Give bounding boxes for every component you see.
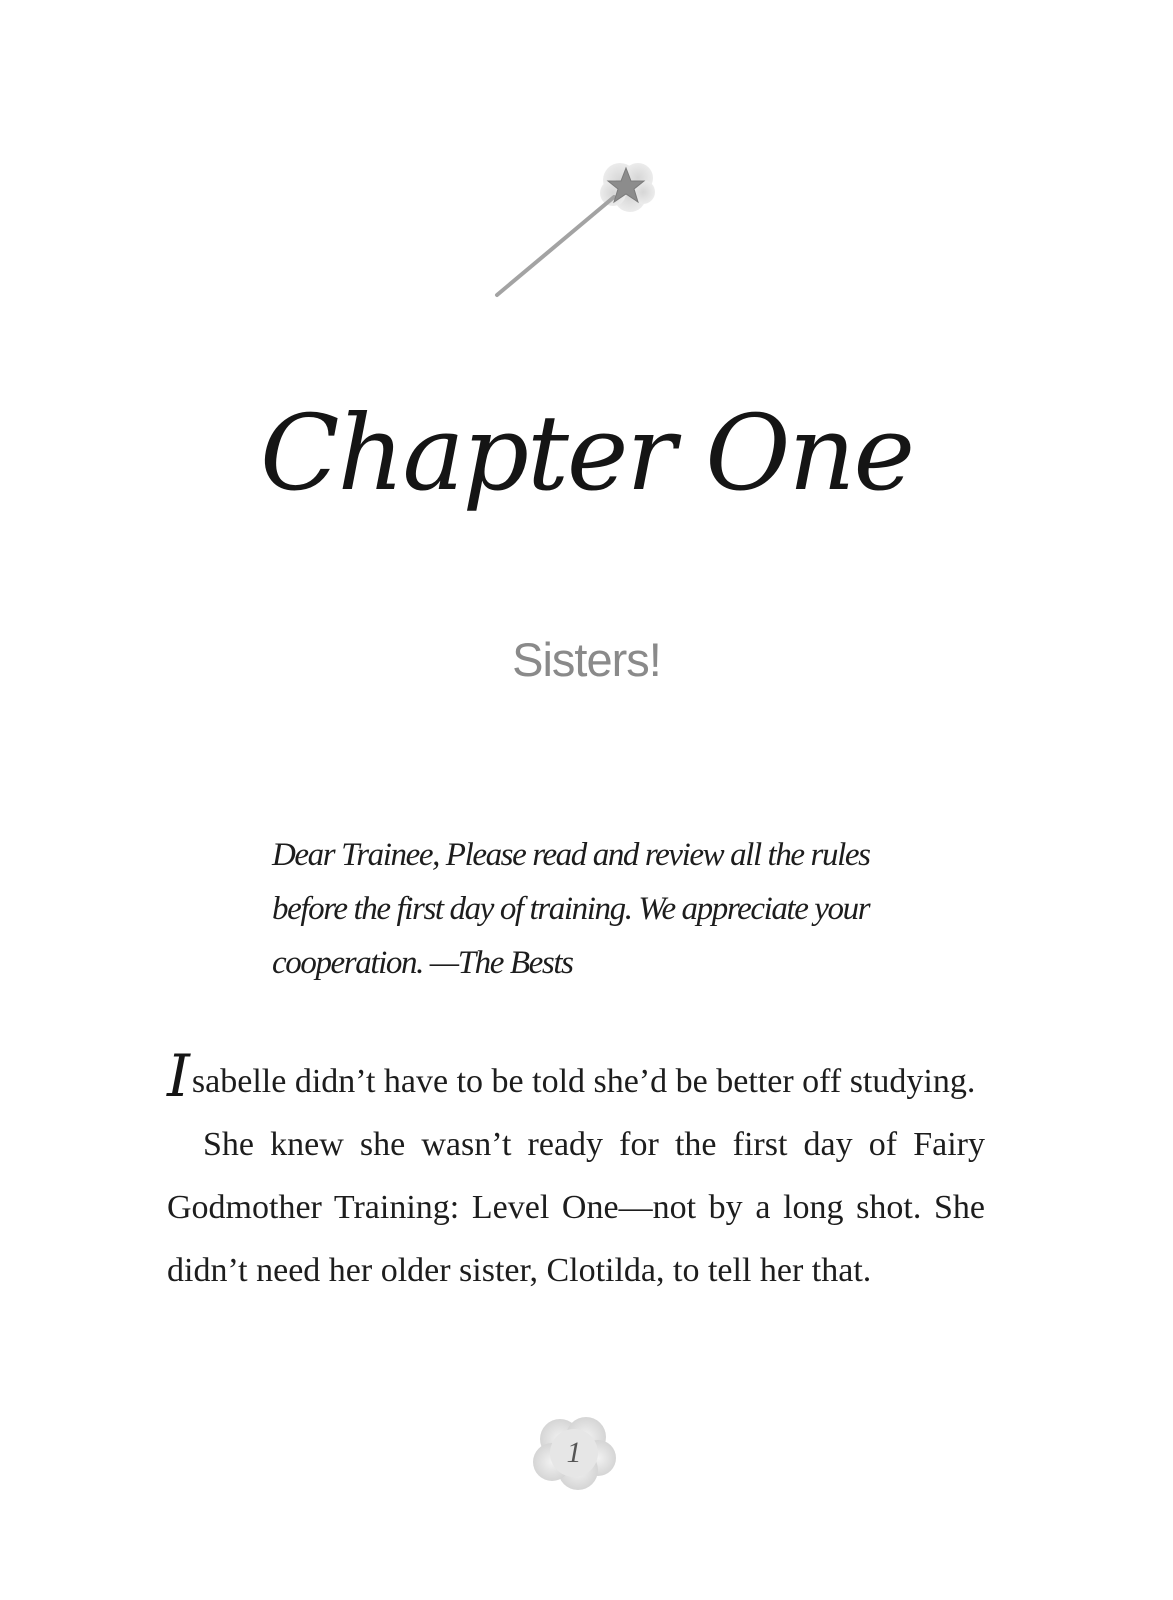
epigraph: Dear Trainee, Please read and review all the rules before the first day of training. We appreciate your cooperation. —The Bests <box>272 837 870 981</box>
paragraph-2: She knew she wasn’t ready for the first day of Fairy Godmother Training: Level One—not by a long shot. She didn’t need her older sister, Clotilda, to tell her that. <box>167 1126 985 1289</box>
paragraph-1-text: sabelle didn’t have to be told she’d be better off studying. <box>191 1063 976 1100</box>
chapter-title: Chapter One <box>259 392 914 514</box>
page-number-badge <box>530 1412 618 1494</box>
page-number: 1 <box>566 1436 582 1469</box>
chapter-subtitle: Sisters! <box>512 633 661 686</box>
wand-stick <box>497 197 614 295</box>
star-wand-icon <box>480 150 680 310</box>
body-text <box>167 1042 985 1302</box>
paragraph-1 <box>167 1042 985 1113</box>
drop-cap: I <box>167 1042 190 1110</box>
